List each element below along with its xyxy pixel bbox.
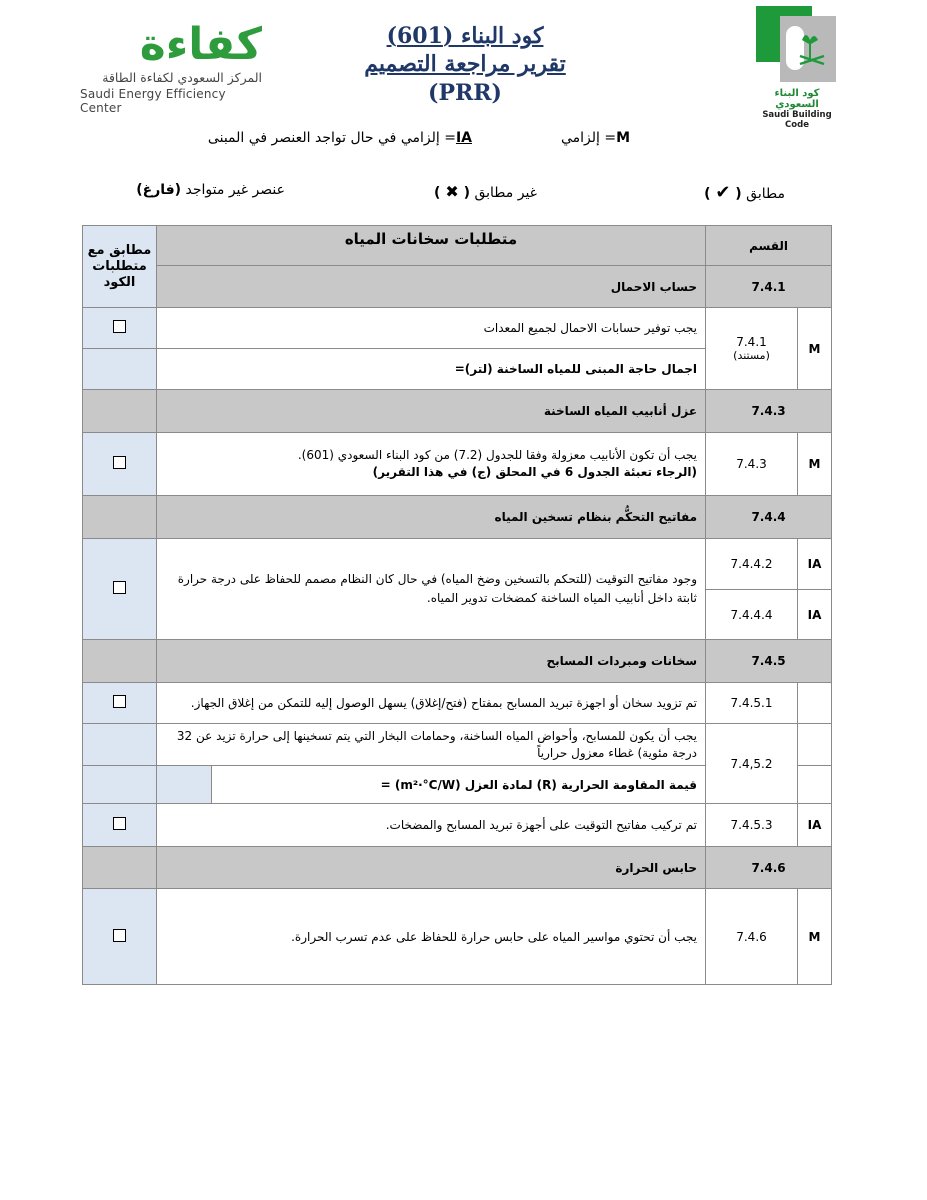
legend-absent-mark: (فارغ)	[136, 182, 182, 198]
section-row-7-4-3: عزل أنابيب المياه الساخنة 7.4.3	[83, 390, 832, 433]
sbc-emblem-icon	[756, 6, 836, 86]
table-row: تم تزويد سخان أو اجهزة تبريد المسابح بمفتاح (فتح/إغلاق) يسهل الوصول إليه للتمكن من إغلاق الجهاز. 7.4.5.1	[83, 683, 832, 724]
comply-checkbox[interactable]	[113, 695, 126, 708]
section-row-7-4-5: سخانات ومبردات المسابح 7.4.5	[83, 640, 832, 683]
legend-m-text: = إلزامي	[560, 130, 617, 146]
table-row: اجمال حاجة المبنى للمياه الساخنة (لتر)=	[83, 349, 832, 390]
comply-checkbox[interactable]	[113, 581, 126, 594]
table-row: وجود مفاتيح التوقيت (للتحكم بالتسخين وضخ المياه) في حال كان النظام مصمم للحفاظ على درجة حرارة ثابتة داخل أنابيب المياه الساخنة كمضخات تدوير المياه. 7.4.4.2 IA	[83, 539, 832, 590]
col-header-title: متطلبات سخانات المياه	[157, 226, 706, 266]
legend-comply-text: مطابق	[746, 186, 785, 202]
sbc-name-ar: كود البناء السعودي	[774, 88, 820, 110]
title-line-1: كود البناء (601)	[386, 23, 544, 49]
table-row: يجب أن تكون الأنابيب معزولة وفقا للجدول (7.2) من كود البناء السعودي (601). (الرجاء تعبئة الجدول 6 في المحلق (ج) في هذا التقرير) 7.4.3 M	[83, 433, 832, 496]
requirements-table	[82, 225, 832, 985]
legend-absent	[136, 182, 285, 198]
table-row: يجب أن تحتوي مواسير المياه على حابس حرارة للحفاظ على عدم تسرب الحرارة. 7.4.6 M	[83, 889, 832, 985]
table-row: تم تركيب مفاتيح التوقيت على أجهزة تبريد المسابح والمضخات. 7.4.5.3 IA	[83, 804, 832, 847]
cross-icon: ✖	[445, 182, 459, 201]
legend-ia-text: = إلزامي في حال تواجد العنصر في المبنى	[207, 130, 456, 146]
legend-noncomply-text: غير مطابق	[474, 185, 537, 201]
check-icon: ✔	[715, 182, 731, 203]
seec-logo	[80, 19, 280, 115]
table-row: 7.4.4.4 IA	[83, 590, 832, 640]
table-row: يجب أن يكون للمسابح، وأحواض المياه الساخنة، وحمامات البخار التي يتم تسخينها إلى حرارة تزيد عن 32 درجة مئوية) غطاء معزول حرارياً 7.4,5.2	[83, 724, 832, 766]
legend-comply: مطابق ( ✔ )	[704, 182, 785, 203]
sbc-name-en: Saudi Building Code	[762, 110, 832, 130]
legend-m-key: M	[616, 130, 630, 146]
seec-name-ar: المركز السعودي لكفاءة الطاقة	[102, 70, 262, 85]
title-line-2: تقرير مراجعة التصميم	[364, 51, 566, 77]
legend-absent-text: عنصر غير متواجد	[185, 182, 285, 198]
section-row-7-4-4: مفاتيح التحكُّم بنظام تسخين المياه 7.4.4	[83, 496, 832, 539]
sbc-logo	[752, 6, 842, 130]
seec-name-en: Saudi Energy Efficiency Center	[80, 87, 226, 115]
legend-ia	[208, 130, 472, 146]
table-row: قيمة المقاومة الحرارية (R) لمادة العزل (m²·°C/W) =	[83, 766, 832, 804]
report-title	[330, 22, 600, 108]
legend-m	[561, 130, 630, 146]
section-row-7-4-1: حساب الاحمال 7.4.1	[83, 266, 832, 308]
comply-checkbox[interactable]	[113, 456, 126, 469]
section-row-7-4-6: حابس الحرارة 7.4.6	[83, 847, 832, 889]
legend-ia-key: IA	[455, 130, 472, 146]
comply-checkbox[interactable]	[113, 817, 126, 830]
comply-checkbox[interactable]	[113, 929, 126, 942]
legend-noncomply: غير مطابق ( ✖ )	[434, 182, 537, 201]
col-header-section: القسم	[706, 226, 832, 266]
col-header-comply: مطابق مع متطلبات الكود	[83, 226, 157, 308]
title-line-3: (PRR)	[428, 80, 502, 106]
comply-checkbox[interactable]	[113, 320, 126, 333]
table-row: يجب توفير حسابات الاحمال لجميع المعدات 7.4.1 (مستند) M	[83, 308, 832, 349]
seec-logo-mark: كفاءة	[139, 19, 262, 70]
